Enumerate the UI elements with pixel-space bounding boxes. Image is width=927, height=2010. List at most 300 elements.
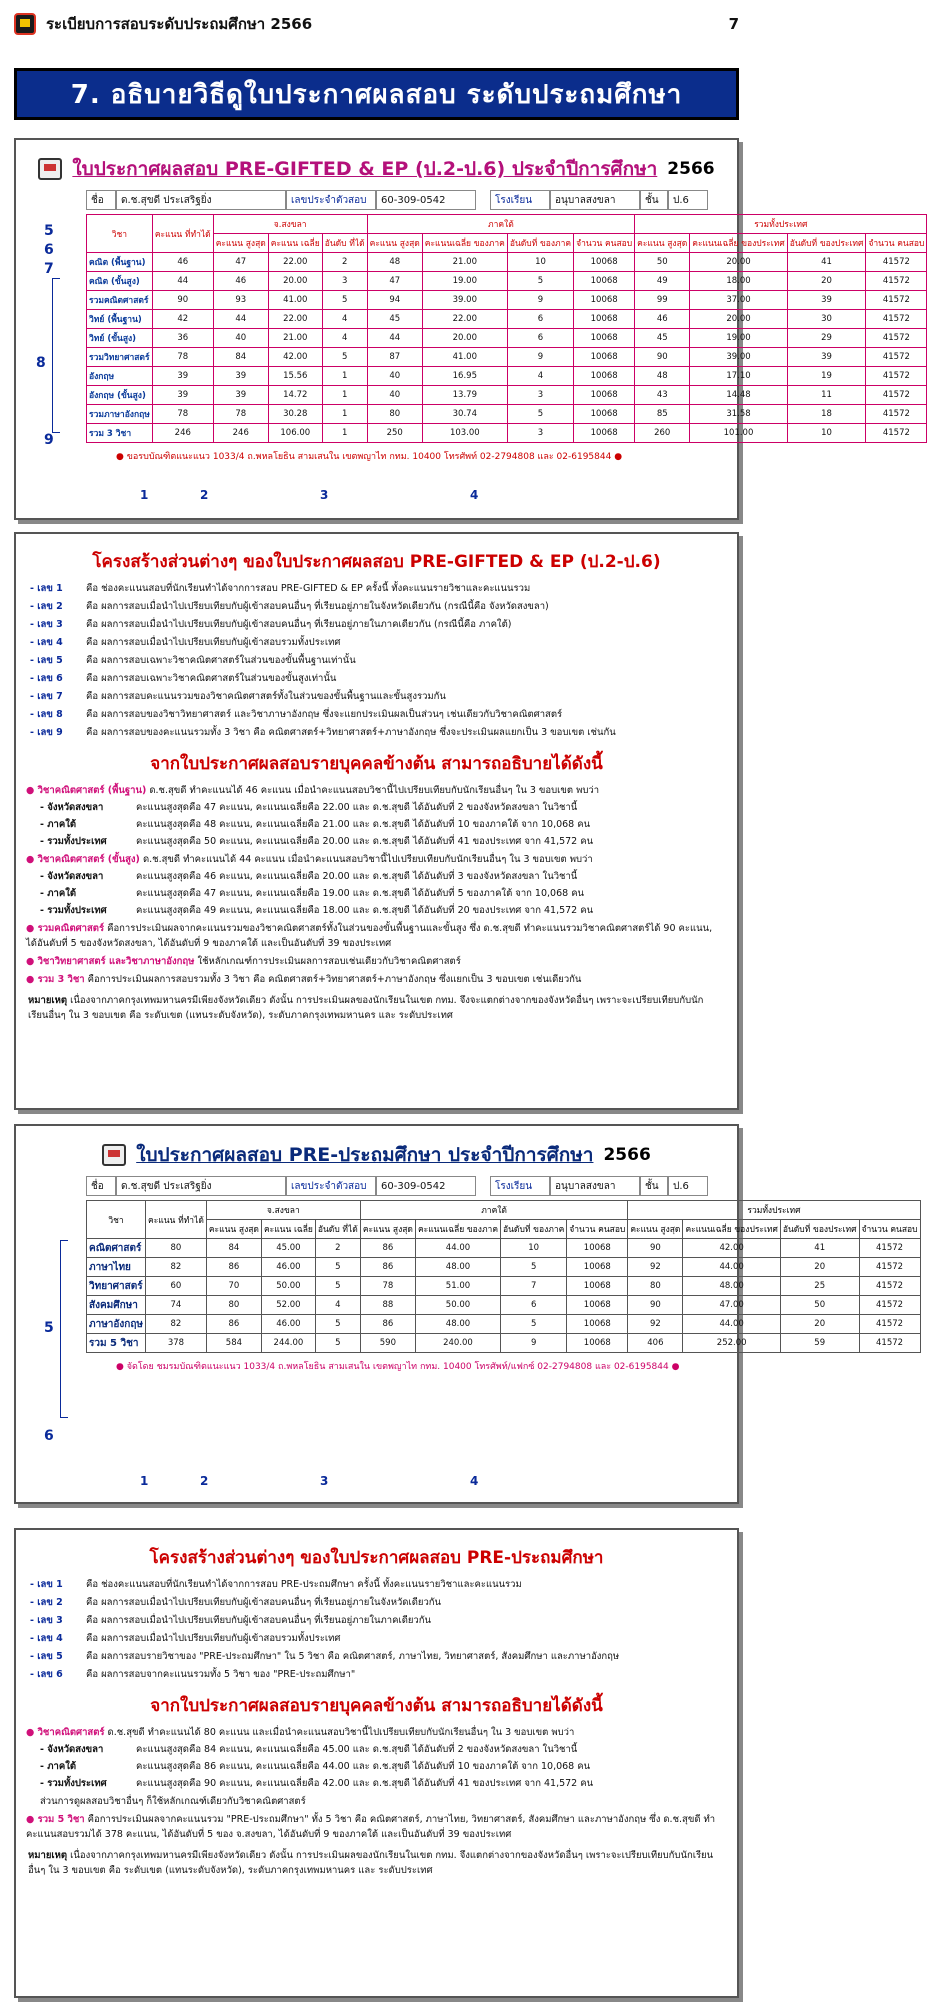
school-logo-icon [14, 13, 36, 35]
list-item [30, 725, 737, 740]
para-text: ใช้หลักเกณฑ์การประเมินผลการสอบเช่นเดียวกับวิชาคณิตศาสตร์ [197, 956, 461, 967]
table-cell: 41572 [866, 291, 927, 310]
struct2-rows-1 [16, 1742, 737, 1791]
table-cell: 4 [322, 310, 367, 329]
struct2-subtitle: จากใบประกาศผลสอบรายบุคคลข้างต้น สามารถอธิบายได้ดังนี้ [150, 1696, 603, 1716]
table-cell: 84 [206, 1239, 261, 1258]
item-key: - เลข 4 [30, 637, 63, 648]
marker-5: 5 [44, 1320, 54, 1336]
struct1-list [16, 581, 737, 740]
table-cell: 45.00 [261, 1239, 315, 1258]
col-header: จำนวน คนสอบ [574, 234, 635, 253]
table-cell: อังกฤษ [87, 367, 153, 386]
marker-5: 5 [44, 223, 54, 239]
table-cell: 15.56 [268, 367, 322, 386]
para-head: ● วิชาคณิตศาสตร์ (พื้นฐาน) [26, 785, 147, 796]
table-cell: 22.00 [422, 310, 507, 329]
table-cell: รวม 3 วิชา [87, 424, 153, 443]
detail-row [40, 1759, 737, 1774]
table-cell: 9 [501, 1334, 567, 1353]
item-key: - เลข 6 [30, 673, 63, 684]
struct2-list [16, 1577, 737, 1682]
item-text: คือ ผลการสอบเมื่อนำไปเปรียบเทียบกับผู้เข้าสอบคนอื่นๆ ที่เรียนอยู่ภายในภาคเดียวกัน [86, 1615, 432, 1626]
table-cell: 41572 [859, 1315, 920, 1334]
bottom-marker-4: 4 [470, 488, 479, 502]
table-cell: 48 [635, 367, 690, 386]
para-head: ● วิชาวิทยาศาสตร์ และวิชาภาษาอังกฤษ [26, 956, 195, 967]
table-cell: 47.00 [683, 1296, 780, 1315]
item-text: คือ ผลการสอบของคะแนนรวมทั้ง 3 วิชา คือ คณิตศาสตร์+วิทยาศาสตร์+ภาษาอังกฤษ ซึ่งจะประเมินผลแยกเป็น 3 ขอบเขต เช่นกัน [86, 727, 616, 738]
table-row [87, 1258, 921, 1277]
col-header: คะแนน เฉลี่ย [268, 234, 322, 253]
detail-key: - ภาคใต้ [40, 1761, 77, 1772]
table-cell: 1 [322, 405, 367, 424]
table-cell: 82 [146, 1315, 207, 1334]
table-cell: 86 [206, 1258, 261, 1277]
table-row [87, 1315, 921, 1334]
detail-row [40, 1742, 737, 1757]
list-item [30, 1595, 737, 1610]
table-cell: 21.00 [422, 253, 507, 272]
table-cell: 82 [146, 1258, 207, 1277]
col-subject: วิชา [87, 215, 153, 253]
cert2-year: 2566 [603, 1145, 651, 1165]
table-row [87, 424, 927, 443]
col-header: คะแนน สูงสุด [213, 234, 268, 253]
list-item [30, 617, 737, 632]
table-cell: คณิต (ขั้นสูง) [87, 272, 153, 291]
marker-7: 7 [44, 261, 54, 277]
table-cell: 3 [507, 386, 573, 405]
table-cell: 90 [152, 291, 213, 310]
table-cell: 378 [146, 1334, 207, 1353]
table-cell: 78 [152, 405, 213, 424]
table-cell: 10068 [574, 348, 635, 367]
table-cell: 1 [322, 386, 367, 405]
table-cell: 406 [628, 1334, 683, 1353]
table-cell: 40 [213, 329, 268, 348]
table-cell: 10068 [574, 272, 635, 291]
grade-label: ชั้น [640, 190, 668, 210]
table-cell: 103.00 [422, 424, 507, 443]
table-cell: 86 [360, 1258, 415, 1277]
detail-key: - ภาคใต้ [40, 819, 77, 830]
bottom-marker-3: 3 [320, 488, 329, 502]
note-head: หมายเหตุ [28, 995, 68, 1006]
table-cell: 1 [322, 367, 367, 386]
table-cell: 10068 [574, 367, 635, 386]
table-cell: 90 [635, 348, 690, 367]
section-banner: 7. อธิบายวิธีดูใบประกาศผลสอบ ระดับประถมศึกษา [14, 68, 739, 120]
group-province: จ.สงขลา [213, 215, 367, 234]
col-header: คะแนน สูงสุด [206, 1220, 261, 1239]
table-cell: 80 [628, 1277, 683, 1296]
table-row [87, 386, 927, 405]
list-item [30, 599, 737, 614]
col-header: คะแนน สูงสุด [635, 234, 690, 253]
detail-text: คะแนนสูงสุดคือ 48 คะแนน, คะแนนเฉลี่ยคือ 21.00 และ ด.ช.สุขดี ได้อันดับที่ 10 ของภาคใต้ จาก 10,068 คน [136, 819, 591, 830]
cert1-info [86, 190, 713, 210]
para-head: ● วิชาคณิตศาสตร์ (ขั้นสูง) [26, 854, 140, 865]
page-number: 7 [728, 15, 739, 33]
cert2-results-table [86, 1200, 921, 1353]
table-cell: 2 [322, 253, 367, 272]
table-cell: 16.95 [422, 367, 507, 386]
detail-text: คะแนนสูงสุดคือ 46 คะแนน, คะแนนเฉลี่ยคือ 20.00 และ ด.ช.สุขดี ได้อันดับที่ 3 ของจังหวัดสงขลา ในวิชานี้ [136, 871, 578, 882]
table-cell: 99 [635, 291, 690, 310]
table-cell: รวมคณิตศาสตร์ [87, 291, 153, 310]
cert1-address: ● ขอรบบัณฑิตแนะแนว 1033/4 ถ.พหลโยธิน สามเสนใน เขตพญาไท กทม. 10400 โทรศัพท์ 02-2794808 และ 02-6195844 ● [116, 452, 623, 462]
col-header: อันดับ ที่ได้ [322, 234, 367, 253]
table-cell: 41572 [859, 1258, 920, 1277]
table-cell: 39.00 [422, 291, 507, 310]
table-cell: 78 [213, 405, 268, 424]
table-cell: 90 [628, 1239, 683, 1258]
col-header: จำนวน คนสอบ [866, 234, 927, 253]
list-item [30, 1577, 737, 1592]
table-cell: 44.00 [683, 1258, 780, 1277]
table-cell: 30.74 [422, 405, 507, 424]
group-country: รวมทั้งประเทศ [635, 215, 927, 234]
student-name: ด.ช.สุขดี ประเสริฐยิ่ง [116, 1176, 286, 1196]
header-title: ระเบียบการสอบระดับประถมศึกษา 2566 [46, 15, 313, 33]
table-cell: 41572 [866, 310, 927, 329]
item-text: คือ ผลการสอบเมื่อนำไปเปรียบเทียบกับผู้เข้าสอบรวมทั้งประเทศ [86, 1633, 341, 1644]
marker-9: 9 [44, 432, 54, 448]
table-cell: 37.00 [690, 291, 787, 310]
struct2-title: โครงสร้างส่วนต่างๆ ของใบประกาศผลสอบ PRE-ประถมศึกษา [149, 1548, 604, 1568]
cert2-title [16, 1140, 737, 1170]
bottom-marker-1: 1 [140, 488, 149, 502]
list-item [30, 689, 737, 704]
note-text: เนื่องจากภาคกรุงเทพมหานครมีเพียงจังหวัดเดียว ดังนั้น การประเมินผลของนักเรียนในเขต กทม. จึงแตกต่างจากของจังหวัดอื่นๆ เพราะจะเปรียบเทียบกับนักเรียนอื่นๆ ใน 3 ขอบเขต คือ ระดับเขต (แทนระดับจังหวัด), ระดับภาคกรุงเทพมหานคร และ ระดับประเทศ [28, 1850, 714, 1876]
para-text: คือการประเมินผลจากคะแนนรวมของวิชาคณิตศาสตร์ทั้งในส่วนของขั้นพื้นฐานและขั้นสูง ซึ่ง ด.ช.สุขดี ทำคะแนนรวมวิชาคณิตศาสตร์ได้ 90 คะแนน, ได้อันดับที่ 5 ของจังหวัดสงขลา, ได้อันดับที่ 9 ของภาคใต้ และเป็นอันดับที่ 39 ของประเทศ [26, 923, 713, 949]
table-cell: 19.00 [422, 272, 507, 291]
table-cell: 51.00 [415, 1277, 500, 1296]
detail-key: - จังหวัดสงขลา [40, 802, 104, 813]
table-cell: 10068 [567, 1239, 628, 1258]
detail-row [40, 817, 737, 832]
list-item [30, 635, 737, 650]
item-text: คือ ช่องคะแนนสอบที่นักเรียนทำได้จากการสอบ PRE-ประถมศึกษา ครั้งนี้ ทั้งคะแนนรายวิชาและคะแนนรวม [86, 1579, 522, 1590]
student-id: 60-309-0542 [376, 190, 476, 210]
table-row [87, 310, 927, 329]
table-cell: 10068 [567, 1334, 628, 1353]
col-header: คะแนน สูงสุด [628, 1220, 683, 1239]
item-key: - เลข 2 [30, 601, 63, 612]
item-text: คือ ผลการสอบเมื่อนำไปเปรียบเทียบกับผู้เข้าสอบคนอื่นๆ ที่เรียนอยู่ภายในจังหวัดเดียวกัน (กรณีนี้คือ จังหวัดสงขลา) [86, 601, 549, 612]
table-cell: 74 [146, 1296, 207, 1315]
table-cell: 41 [780, 1239, 859, 1258]
table-cell: 5 [322, 291, 367, 310]
table-cell: 106.00 [268, 424, 322, 443]
table-cell: 5 [507, 405, 573, 424]
table-cell: 30 [787, 310, 866, 329]
table-cell: 90 [628, 1296, 683, 1315]
table-cell: 41572 [866, 367, 927, 386]
table-cell: 80 [206, 1296, 261, 1315]
table-cell: 240.00 [415, 1334, 500, 1353]
table-cell: 4 [507, 367, 573, 386]
col-header: อันดับที่ ของภาค [501, 1220, 567, 1239]
table-row [87, 291, 927, 310]
table-cell: 2 [315, 1239, 360, 1258]
table-cell: 39 [213, 367, 268, 386]
table-cell: 80 [146, 1239, 207, 1258]
item-key: - เลข 3 [30, 1615, 63, 1626]
table-cell: 1 [322, 424, 367, 443]
marker-6: 6 [44, 242, 54, 258]
table-cell: วิทยาศาสตร์ [87, 1277, 146, 1296]
item-text: คือ ผลการสอบคะแนนรวมของวิชาคณิตศาสตร์ทั้งในส่วนของขั้นพื้นฐานและขั้นสูงรวมกัน [86, 691, 446, 702]
para-text: คือการประเมินผลจากคะแนนรวม "PRE-ประถมศึกษา" ทั้ง 5 วิชา คือ คณิตศาสตร์, ภาษาไทย, วิทยาศาสตร์, สังคมศึกษา และภาษาอังกฤษ ซึ่ง ด.ช.สุขดี ทำคะแนนสอบรวมได้ 378 คะแนน, ได้อันดับที่ 5 ของ จ.สงขลา, ได้อันดับที่ 9 ของภาคใต้ และเป็นอันดับที่ 39 ของประเทศ [26, 1814, 716, 1840]
table-cell: 50 [635, 253, 690, 272]
table-cell: 41572 [866, 272, 927, 291]
table-cell: 48.00 [415, 1315, 500, 1334]
cert2-address: ● จัดโดย ชมรมบัณฑิตแนะแนว 1033/4 ถ.พหลโยธิน สามเสนใน เขตพญาไท กทม. 10400 โทรศัพท์/แฟกซ์ 02-2794808 และ 02-6195844 ● [116, 1362, 680, 1372]
table-cell: 78 [360, 1277, 415, 1296]
id-label: เลขประจำตัวสอบ [286, 190, 376, 210]
para-head: ● รวม 5 วิชา [26, 1814, 85, 1825]
detail-text: คะแนนสูงสุดคือ 86 คะแนน, คะแนนเฉลี่ยคือ 44.00 และ ด.ช.สุขดี ได้อันดับที่ 10 ของภาคใต้ จาก 10,068 คน [136, 1761, 591, 1772]
table-cell: 4 [315, 1296, 360, 1315]
table-cell: 84 [213, 348, 268, 367]
table-cell: 10068 [574, 310, 635, 329]
group-region: ภาคใต้ [360, 1201, 628, 1220]
table-cell: 41572 [859, 1277, 920, 1296]
table-cell: 20 [780, 1315, 859, 1334]
item-text: คือ ผลการสอบเมื่อนำไปเปรียบเทียบกับผู้เข้าสอบรวมทั้งประเทศ [86, 637, 341, 648]
detail-text: คะแนนสูงสุดคือ 84 คะแนน, คะแนนเฉลี่ยคือ 45.00 และ ด.ช.สุขดี ได้อันดับที่ 2 ของจังหวัดสงขลา ในวิชานี้ [136, 1744, 578, 1755]
table-cell: 48.00 [683, 1277, 780, 1296]
list-item [30, 707, 737, 722]
bottom-marker-4: 4 [470, 1474, 479, 1488]
para-text: ด.ช.สุขดี ทำคะแนนได้ 44 คะแนน เมื่อนำคะแนนสอบวิชานี้ไปเปรียบเทียบกับนักเรียนอื่นๆ ใน 3 ขอบเขต พบว่า [142, 854, 593, 865]
table-cell: 52.00 [261, 1296, 315, 1315]
table-cell: 31.58 [690, 405, 787, 424]
struct1-title: โครงสร้างส่วนต่างๆ ของใบประกาศผลสอบ PRE-GIFTED & EP (ป.2-ป.6) [92, 552, 661, 572]
table-cell: 30.28 [268, 405, 322, 424]
table-cell: 44 [213, 310, 268, 329]
list-item [30, 653, 737, 668]
table-cell: 10068 [574, 291, 635, 310]
detail-text: คะแนนสูงสุดคือ 49 คะแนน, คะแนนเฉลี่ยคือ 18.00 และ ด.ช.สุขดี ได้อันดับที่ 20 ของประเทศ จาก 41,572 คน [136, 905, 594, 916]
table-cell: 44 [367, 329, 422, 348]
detail-text: คะแนนสูงสุดคือ 47 คะแนน, คะแนนเฉลี่ยคือ 19.00 และ ด.ช.สุขดี ได้อันดับที่ 5 ของภาคใต้ จาก 10,068 คน [136, 888, 585, 899]
table-cell: ภาษาไทย [87, 1258, 146, 1277]
table-cell: 40 [367, 386, 422, 405]
table-cell: 41572 [859, 1296, 920, 1315]
cert2-title-text: ใบประกาศผลสอบ PRE-ประถมศึกษา ประจำปีการศึกษา [136, 1144, 594, 1166]
grade-value: ป.6 [668, 190, 708, 210]
table-row [87, 348, 927, 367]
detail-text: คะแนนสูงสุดคือ 90 คะแนน, คะแนนเฉลี่ยคือ 42.00 และ ด.ช.สุขดี ได้อันดับที่ 41 ของประเทศ จาก 41,572 คน [136, 1778, 594, 1789]
item-key: - เลข 5 [30, 1651, 63, 1662]
table-cell: คณิตศาสตร์ [87, 1239, 146, 1258]
table-cell: 590 [360, 1334, 415, 1353]
table-cell: 46 [635, 310, 690, 329]
group-country: รวมทั้งประเทศ [628, 1201, 920, 1220]
para-text: คือการประเมินผลการสอบรวมทั้ง 3 วิชา คือ คณิตศาสตร์+วิทยาศาสตร์+ภาษาอังกฤษ ซึ่งแยกเป็น 3 ขอบเขต เช่นเดียวกัน [87, 974, 582, 985]
table-row [87, 405, 927, 424]
col-header: คะแนนเฉลี่ย ของภาค [422, 234, 507, 253]
detail-row [40, 869, 737, 884]
struct2-note [28, 1848, 723, 1878]
cert1-title [16, 154, 737, 184]
item-key: - เลข 7 [30, 691, 63, 702]
table-cell: 39 [787, 291, 866, 310]
table-cell: 78 [152, 348, 213, 367]
item-key: - เลข 3 [30, 619, 63, 630]
list-item [30, 671, 737, 686]
table-cell: 41572 [859, 1239, 920, 1258]
item-key: - เลข 4 [30, 1633, 63, 1644]
col-header: คะแนนเฉลี่ย ของประเทศ [683, 1220, 780, 1239]
bottom-marker-3: 3 [320, 1474, 329, 1488]
table-cell: 41572 [866, 405, 927, 424]
item-key: - เลข 6 [30, 1669, 63, 1680]
table-cell: 10068 [567, 1258, 628, 1277]
table-cell: 29 [787, 329, 866, 348]
table-cell: 18.00 [690, 272, 787, 291]
detail-key: - จังหวัดสงขลา [40, 871, 104, 882]
table-cell: 46 [152, 253, 213, 272]
table-row [87, 1277, 921, 1296]
item-text: คือ ผลการสอบจากคะแนนรวมทั้ง 5 วิชา ของ "PRE-ประถมศึกษา" [86, 1669, 356, 1680]
marker-8-brace [52, 278, 60, 433]
student-id: 60-309-0542 [376, 1176, 476, 1196]
table-cell: 244.00 [261, 1334, 315, 1353]
table-cell: 11 [787, 386, 866, 405]
table-cell: 42.00 [683, 1239, 780, 1258]
table-cell: 86 [206, 1315, 261, 1334]
cert2-info [86, 1176, 713, 1196]
para-text: ด.ช.สุขดี ทำคะแนนได้ 80 คะแนน และเมื่อนำคะแนนสอบวิชานี้ไปเปรียบเทียบกับนักเรียนอื่นๆ ใน 3 ขอบเขต พบว่า [107, 1727, 575, 1738]
table-cell: 10 [507, 253, 573, 272]
table-cell: 9 [507, 348, 573, 367]
table-cell: 5 [501, 1258, 567, 1277]
list-item [30, 1613, 737, 1628]
table-cell: 10068 [574, 405, 635, 424]
table-row [87, 1296, 921, 1315]
table-cell: 10068 [574, 253, 635, 272]
marker-6: 6 [44, 1428, 54, 1444]
table-cell: 41572 [859, 1334, 920, 1353]
table-cell: 50.00 [261, 1277, 315, 1296]
bottom-marker-2: 2 [200, 1474, 209, 1488]
table-cell: 88 [360, 1296, 415, 1315]
table-cell: 49 [635, 272, 690, 291]
para-head: ● วิชาคณิตศาสตร์ [26, 1727, 105, 1738]
table-cell: 20.00 [690, 253, 787, 272]
table-cell: ภาษาอังกฤษ [87, 1315, 146, 1334]
table-row [87, 1334, 921, 1353]
table-cell: 3 [322, 272, 367, 291]
detail-key: - ภาคใต้ [40, 888, 77, 899]
table-cell: 86 [360, 1239, 415, 1258]
struct1-para-5 [26, 972, 725, 987]
col-header: อันดับที่ ของประเทศ [787, 234, 866, 253]
table-cell: 46.00 [261, 1315, 315, 1334]
table-cell: 92 [628, 1258, 683, 1277]
col-score: คะแนน ที่ทำได้ [146, 1201, 207, 1239]
table-cell: 22.00 [268, 253, 322, 272]
page-header [0, 0, 753, 48]
table-cell: 246 [152, 424, 213, 443]
table-cell: 5 [507, 272, 573, 291]
detail-row [40, 903, 737, 918]
table-cell: 10068 [574, 424, 635, 443]
table-cell: 41572 [866, 329, 927, 348]
table-cell: 20.00 [422, 329, 507, 348]
table-cell: 10 [501, 1239, 567, 1258]
table-cell: 94 [367, 291, 422, 310]
struct1-para-4 [26, 954, 725, 969]
list-item [30, 1649, 737, 1664]
struct2-panel [14, 1528, 739, 1998]
table-cell: 6 [507, 329, 573, 348]
detail-row [40, 886, 737, 901]
col-header: คะแนน สูงสุด [367, 234, 422, 253]
table-cell: วิทย์ (ขั้นสูง) [87, 329, 153, 348]
struct1-para-1 [26, 783, 725, 798]
table-cell: 252.00 [683, 1334, 780, 1353]
table-cell: 6 [501, 1296, 567, 1315]
table-row [87, 1239, 921, 1258]
table-cell: 20 [787, 272, 866, 291]
note-text: เนื่องจากภาคกรุงเทพมหานครมีเพียงจังหวัดเดียว ดังนั้น การประเมินผลของนักเรียนในเขต กทม. จึงจะแตกต่างจากของจังหวัดอื่นๆ เพราะจะเปรียบเทียบกับนักเรียนอื่นๆ ใน 3 ขอบเขต คือ ระดับเขต (แทนระดับจังหวัด), ระดับภาคกรุงเทพมหานคร และ ระดับประเทศ [28, 995, 704, 1021]
col-header: จำนวน คนสอบ [859, 1220, 920, 1239]
table-cell: 25 [780, 1277, 859, 1296]
table-cell: 43 [635, 386, 690, 405]
cert1-year: 2566 [667, 159, 715, 179]
item-text: คือ ผลการสอบของวิชาวิทยาศาสตร์ และวิชาภาษาอังกฤษ ซึ่งจะแยกประเมินผลเป็นส่วนๆ เช่นเดียวกับวิชาคณิตศาสตร์ [86, 709, 563, 720]
table-cell: 10068 [567, 1277, 628, 1296]
table-cell: 47 [367, 272, 422, 291]
cert2-panel [14, 1124, 918, 1504]
detail-key: - รวมทั้งประเทศ [40, 905, 107, 916]
struct1-panel [14, 532, 739, 1110]
cert1-results-table [86, 214, 927, 443]
detail-key: - จังหวัดสงขลา [40, 1744, 104, 1755]
table-cell: 17.10 [690, 367, 787, 386]
struct1-para-2 [26, 852, 725, 867]
table-row [87, 367, 927, 386]
table-cell: 10068 [574, 386, 635, 405]
marker-8: 8 [36, 355, 46, 371]
table-cell: 250 [367, 424, 422, 443]
table-cell: 39 [152, 386, 213, 405]
table-cell: 45 [367, 310, 422, 329]
table-cell: 41.00 [268, 291, 322, 310]
note-head: หมายเหตุ [28, 1850, 68, 1861]
table-cell: 41572 [866, 253, 927, 272]
table-cell: วิทย์ (พื้นฐาน) [87, 310, 153, 329]
table-cell: 36 [152, 329, 213, 348]
table-cell: 50 [780, 1296, 859, 1315]
col-score: คะแนน ที่ทำได้ [152, 215, 213, 253]
col-header: จำนวน คนสอบ [567, 1220, 628, 1239]
table-cell: 47 [213, 253, 268, 272]
table-cell: 87 [367, 348, 422, 367]
table-cell: 5 [315, 1258, 360, 1277]
struct2-para-1 [26, 1725, 725, 1740]
table-cell: 10068 [567, 1315, 628, 1334]
table-cell: 39 [787, 348, 866, 367]
table-cell: 44.00 [415, 1239, 500, 1258]
bottom-marker-2: 2 [200, 488, 209, 502]
table-cell: 21.00 [268, 329, 322, 348]
